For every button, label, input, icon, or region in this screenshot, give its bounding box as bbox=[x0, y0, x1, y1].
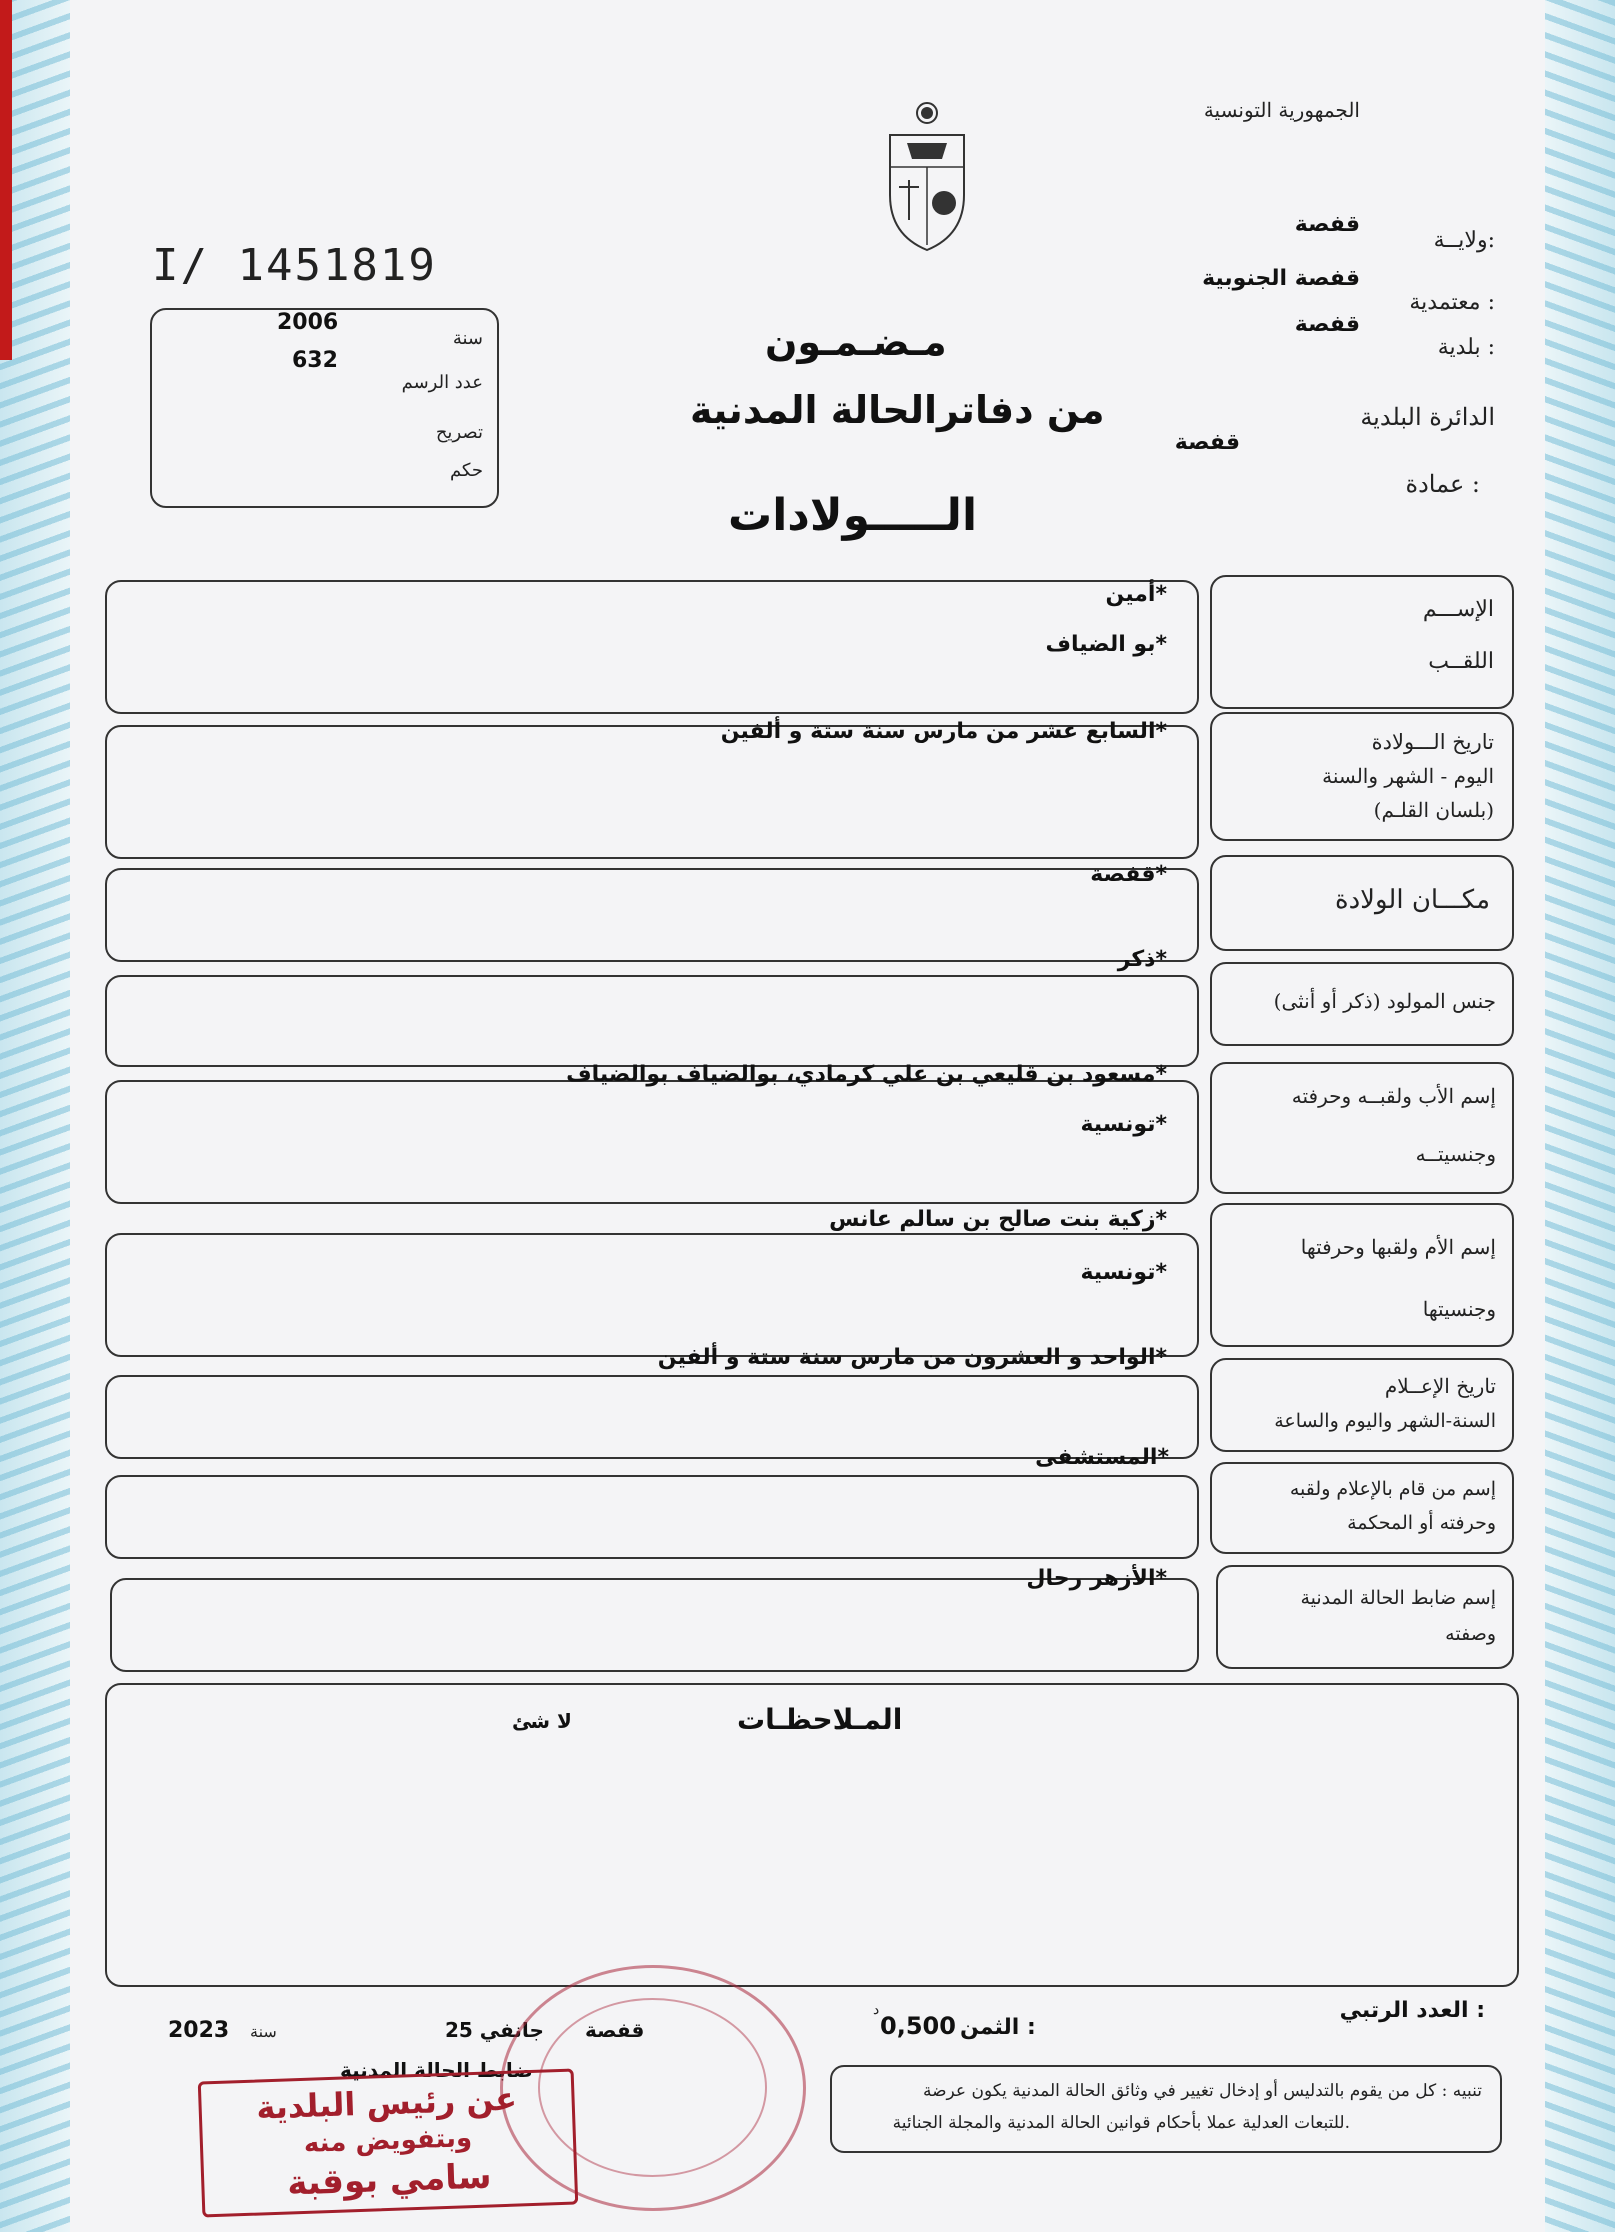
row-label-line3: (بلسان القلـم) bbox=[1373, 798, 1494, 822]
motamadia-label: معتمدية : bbox=[1409, 290, 1495, 315]
row-value-line1: المستشفى* bbox=[1035, 1445, 1169, 1470]
row-label-box bbox=[1210, 1062, 1514, 1194]
reference-record-value: 632 bbox=[292, 348, 338, 373]
remarks-box bbox=[105, 1683, 1519, 1987]
row-label-box bbox=[1216, 1565, 1514, 1669]
row-value-box bbox=[105, 947, 1199, 1067]
reference-declaration-label: تصريح bbox=[435, 422, 483, 443]
row-label-line1: الإســـم bbox=[1422, 597, 1494, 622]
stamp-line3: سامي بوقبة bbox=[286, 2156, 493, 2204]
document-title: مـضـمـون bbox=[765, 320, 947, 364]
row-value-box bbox=[105, 719, 1199, 859]
births-section-title: الـــــولادات bbox=[728, 490, 978, 541]
row-value-box bbox=[105, 580, 1199, 714]
row-value-line1: قفصة* bbox=[1090, 862, 1167, 887]
remarks-value: لا شئ bbox=[512, 1709, 572, 1733]
warning-box bbox=[830, 2065, 1502, 2153]
wilaya-value: قفصة bbox=[1294, 212, 1360, 237]
right-decorative-border bbox=[1545, 0, 1615, 2232]
price-label: الثمن : bbox=[960, 2015, 1036, 2040]
row-value-line1: مسعود بن قليعي بن علي كرمادي، بوالضياف بوالضياف* bbox=[566, 1062, 1167, 1087]
footer-place: قفصة bbox=[585, 2018, 645, 2042]
row-label-line2: اللقــب bbox=[1428, 649, 1494, 674]
civil-status-officer: ضابط الحالة المدنية bbox=[340, 2058, 533, 2082]
row-label-line1: إسم من قام بالإعلام ولقبه bbox=[1289, 1478, 1496, 1500]
price-unit: د bbox=[873, 2002, 880, 2018]
left-red-edge bbox=[0, 0, 12, 360]
row-label-line1: تاريخ الـــولادة bbox=[1371, 730, 1494, 754]
row-label-line1: إسم ضابط الحالة المدنية bbox=[1300, 1587, 1496, 1609]
baladia-label: بلدية : bbox=[1437, 335, 1495, 360]
reference-record-label: عدد الرسم bbox=[401, 372, 483, 393]
row-label-line2: اليوم - الشهر والسنة bbox=[1322, 764, 1494, 788]
row-label-box bbox=[1210, 962, 1514, 1046]
row-value-line2: بو الضياف* bbox=[1045, 632, 1167, 657]
row-value-line2: تونسية* bbox=[1080, 1260, 1167, 1285]
document-subtitle: من دفاترالحالة المدنية bbox=[690, 388, 1105, 432]
row-label-box bbox=[1210, 575, 1514, 709]
row-value-box bbox=[105, 1207, 1199, 1357]
row-value-line1: الأزهر رحال* bbox=[1026, 1566, 1167, 1591]
reference-judgment-label: حكم bbox=[449, 460, 483, 481]
row-label-line1: إسم الأم ولقبها وحرفتها bbox=[1300, 1235, 1496, 1259]
row-label-line1: تاريخ الإعــلام bbox=[1384, 1374, 1496, 1398]
row-value-box bbox=[110, 1566, 1199, 1672]
row-label-line2: وصفته bbox=[1445, 1623, 1496, 1645]
wilaya-label: ولايــة: bbox=[1433, 228, 1495, 253]
row-value-box bbox=[105, 862, 1199, 962]
remarks-label: المـلاحظـات bbox=[737, 1703, 903, 1736]
serial-number-label: العدد الرتبي : bbox=[1339, 1998, 1485, 2023]
row-label-box bbox=[1210, 1358, 1514, 1452]
row-value-line1: الواحد و العشرون من مارس سنة ستة و ألفين* bbox=[657, 1345, 1167, 1370]
daira-value: قفصة bbox=[1174, 430, 1240, 455]
footer-date: 25 جانفي bbox=[445, 2018, 544, 2042]
row-label-line2: وحرفته أو المحكمة bbox=[1347, 1512, 1496, 1534]
daira-label: الدائرة البلدية bbox=[1360, 403, 1495, 431]
baladia-value: قفصة bbox=[1294, 312, 1360, 337]
reference-year-label: سنة bbox=[452, 328, 483, 349]
row-label-line1: إسم الأب ولقبــه وحرفته bbox=[1291, 1084, 1496, 1108]
reference-year-value: 2006 bbox=[277, 310, 339, 335]
reference-box bbox=[150, 308, 499, 508]
motamadia-value: قفصة الجنوبية bbox=[1202, 266, 1360, 291]
row-label-box bbox=[1210, 1462, 1514, 1554]
omada-label: عمادة : bbox=[1405, 470, 1480, 498]
republic-label: الجمهورية التونسية bbox=[1203, 98, 1360, 122]
row-label-line2: وجنسيتــه bbox=[1415, 1142, 1496, 1166]
row-value-line1: زكية بنت صالح بن سالم عانس* bbox=[829, 1207, 1167, 1232]
row-label-line1: جنس المولود (ذكر أو أنثى) bbox=[1273, 989, 1496, 1013]
row-value-box bbox=[105, 1062, 1199, 1204]
warning-line2: للتبعات العدلية عملا بأحكام قوانين الحالة المدنية والمجلة الجنائية. bbox=[892, 2113, 1350, 2133]
row-label-box bbox=[1210, 1203, 1514, 1347]
reference-number: I/ 1451819 bbox=[152, 240, 437, 291]
warning-line1: تنبيه : كل من يقوم بالتدليس أو إدخال تغيير في وثائق الحالة المدنية يكون عرضة bbox=[923, 2081, 1482, 2101]
row-value-line2: تونسية* bbox=[1080, 1112, 1167, 1137]
footer-year-value: 2023 bbox=[168, 2018, 230, 2043]
row-value-line1: السابع عشر من مارس سنة ستة و ألفين* bbox=[720, 719, 1167, 744]
row-value-line1: أمين* bbox=[1105, 582, 1167, 607]
stamp-line1: عن رئيس البلدية bbox=[255, 2079, 518, 2127]
row-value-line1: ذكر* bbox=[1117, 947, 1167, 972]
row-value-box bbox=[105, 1445, 1199, 1559]
row-label-line2: السنة-الشهر واليوم والساعة bbox=[1274, 1410, 1496, 1432]
price-value: 0,500 bbox=[880, 2012, 956, 2040]
row-label-box bbox=[1210, 712, 1514, 841]
delegation-stamp bbox=[198, 2068, 579, 2217]
footer-year-label: سنة bbox=[250, 2022, 277, 2041]
stamp-line2: وبتفويض منه bbox=[303, 2123, 473, 2159]
row-label-line2: وجنسيتها bbox=[1422, 1297, 1496, 1321]
row-label-box bbox=[1210, 855, 1514, 951]
certificate-sheet bbox=[60, 0, 1555, 2232]
row-label-line1: مكـــان الولادة bbox=[1334, 885, 1490, 915]
tunisia-coat-of-arms-icon bbox=[882, 95, 972, 255]
